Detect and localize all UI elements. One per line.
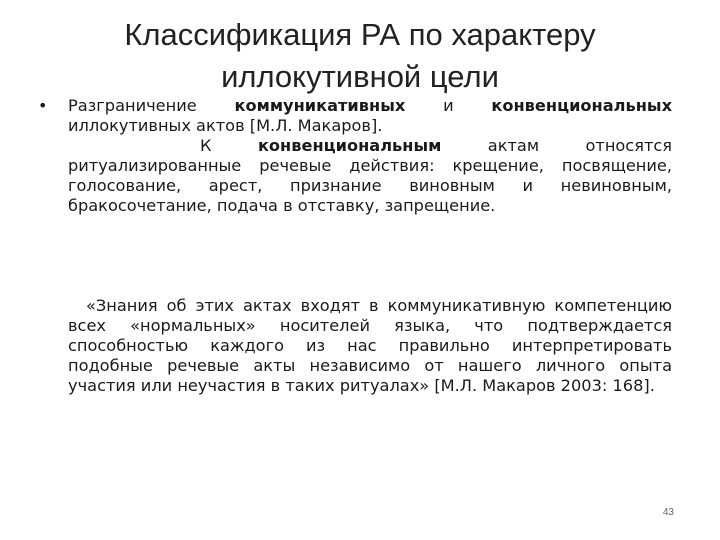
p1-text-c: и [405,96,492,115]
p2-text-c: актам относятся ритуализированные речевые действия: крещение, посвящение, голосование, арест, признание виновным и невиновным, бракосочетание, подача в отставку, запрещение. [68,136,673,215]
p2-text-a: К [200,136,258,155]
title-line-2: иллокутивной цели [221,59,499,94]
p2-bold-conventional: конвенциональным [257,136,442,155]
bullet-marker: • [38,96,48,115]
bullet-paragraph-2 [68,136,672,216]
slide-title [60,14,660,98]
p1-text-e: иллокутивных актов [М.Л. Макаров]. [68,116,383,135]
p1-bold-conventional: конвенциональных [491,96,673,115]
bullet-item [38,96,672,136]
quote-paragraph: «Знания об этих актах входят в коммуникативную компетенцию всех «нормальных» носителей языка, что подтверждается способностью каждого из нас правильно интерпретировать подобные речевые акты независимо от нашего личного опыта участия или неучастия в таких ритуалах» [М.Л. Макаров 2003: 168]. [68,296,672,395]
title-line-1: Классификация РА по характеру [124,17,596,52]
p1-text-a: Разграничение [68,96,235,115]
bullet-paragraph-1 [68,96,672,136]
bullet-block [38,96,672,216]
p1-bold-communicative: коммуникативных [234,96,406,115]
page-number: 43 [662,507,674,518]
